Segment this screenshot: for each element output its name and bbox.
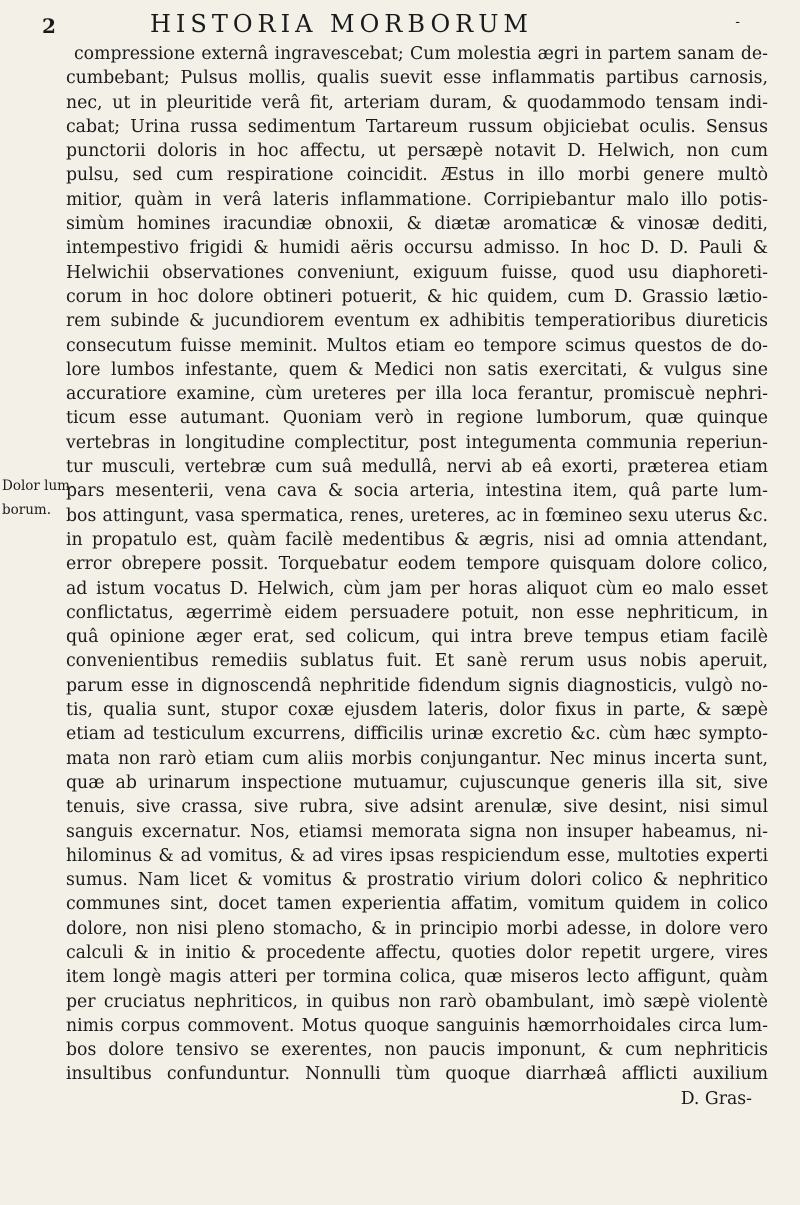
text-line: insultibus confunduntur. Nonnulli tùm quoque diarrhæâ afflicti auxilium (66, 1064, 768, 1085)
text-line: etiam ad testiculum excurrens, difficilis urinæ excretio &c. cùm hæc sympto- (66, 724, 768, 745)
text-line: cabat; Urina russa sedimentum Tartareum russum objiciebat oculis. Sensus (66, 116, 768, 137)
header-mark: - (735, 14, 740, 30)
text-line: sanguis excernatur. Nos, etiamsi memorata signa non insuper habeamus, ni- (66, 821, 768, 842)
text-line: quæ ab urinarum inspectione mutuamur, cujuscunque generis illa sit, sive (66, 772, 768, 793)
margin-note (2, 474, 75, 522)
text-line: pars mesenterii, vena cava & socia arteria, intestina item, quâ parte lum- (66, 481, 768, 502)
text-line: item longè magis atteri per tormina colica, quæ miseros lecto affigunt, quàm (66, 967, 768, 988)
text-line: rem subinde & jucundiorem eventum ex adhibitis temperatioribus diureticis (66, 311, 768, 332)
text-line: ticum esse autumant. Quoniam verò in regione lumborum, quæ quinque (66, 408, 768, 429)
text-line: hilominus & ad vomitus, & ad vires ipsas respiciendum esse, multoties experti (66, 845, 768, 866)
running-title: HISTORIA MORBORUM (150, 10, 533, 38)
text-line: ad istum vocatus D. Helwich, cùm jam per horas aliquot cùm eo malo esset (66, 578, 768, 599)
text-line: consecutum fuisse meminit. Multos etiam eo tempore scimus questos de do- (66, 335, 768, 356)
margin-note-line: Dolor lum- (2, 478, 75, 494)
margin-note-line: borum. (2, 502, 52, 518)
text-line: lore lumbos infestante, quem & Medici non satis exercitati, & vulgus sine (66, 359, 768, 380)
text-line: per cruciatus nephriticos, in quibus non rarò obambulant, imò sæpè violentè (66, 991, 768, 1012)
text-line: sumus. Nam licet & vomitus & prostratio virium dolori colico & nephritico (66, 870, 768, 891)
text-line: pulsu, sed cum respiratione coincidit. Æstus in illo morbi genere multò (66, 165, 768, 186)
text-line: intempestivo frigidi & humidi aëris occursu admisso. In hoc D. D. Pauli & (66, 238, 768, 259)
text-line: cumbebant; Pulsus mollis, qualis suevit esse inflammatis partibus carnosis, (66, 68, 768, 89)
page-header (42, 8, 740, 42)
text-line: compressione externâ ingravescebat; Cum molestia ægri in partem sanam de- (74, 44, 768, 64)
body-text (66, 42, 768, 1111)
text-line: punctorii doloris in hoc affectu, ut persæpè notavit D. Helwich, non cum (66, 141, 768, 162)
text-line: tur musculi, vertebræ cum suâ medullâ, nervi ab eâ exorti, præterea etiam (66, 457, 768, 478)
text-line: tenuis, sive crassa, sive rubra, sive adsint arenulæ, sive desint, nisi simul (66, 797, 768, 818)
page-number: 2 (42, 14, 56, 38)
text-line: quâ opinione æger erat, sed colicum, qui intra breve tempus etiam facilè (66, 627, 768, 648)
text-line: corum in hoc dolore obtineri potuerit, & hic quidem, cum D. Grassio lætio- (66, 286, 768, 307)
catchword-line: D. Gras- (680, 1088, 752, 1109)
text-line: dolore, non nisi pleno stomacho, & in principio morbi adesse, in dolore vero (66, 918, 768, 939)
text-line: tis, qualia sunt, stupor coxæ ejusdem lateris, dolor fixus in parte, & sæpè (66, 700, 768, 721)
text-line: convenientibus remediis sublatus fuit. Et sanè rerum usus nobis aperuit, (66, 651, 768, 672)
text-line: vertebras in longitudine complectitur, post integumenta communia reperiun- (66, 432, 768, 453)
text-line: calculi & in initio & procedente affectu, quoties dolor repetit urgere, vires (66, 942, 768, 963)
text-line: mata non rarò etiam cum aliis morbis conjungantur. Nec minus incerta sunt, (66, 748, 768, 769)
text-line: bos dolore tensivo se exerentes, non paucis imponunt, & cum nephriticis (66, 1040, 768, 1061)
text-line: mitior, quàm in verâ lateris inflammatione. Corripiebantur malo illo potis- (66, 189, 768, 210)
text-line: conflictatus, ægerrimè eidem persuadere potuit, non esse nephriticum, in (66, 602, 768, 623)
text-line: communes sint, docet tamen experientia affatim, vomitum quidem in colico (66, 894, 768, 915)
text-line: simùm homines iracundiæ obnoxii, & diætæ aromaticæ & vinosæ dediti, (66, 214, 768, 235)
text-line: error obrepere possit. Torquebatur eodem tempore quisquam dolore colico, (66, 554, 768, 575)
text-line: parum esse in dignoscendâ nephritide fidendum signis diagnosticis, vulgò no- (66, 675, 768, 696)
text-line: bos attingunt, vasa spermatica, renes, ureteres, ac in fœmineo sexu uterus &c. (66, 505, 768, 526)
text-line: accuratiore examine, cùm ureteres per illa loca ferantur, promiscuè nephri- (66, 384, 768, 405)
text-line: Helwichii observationes conveniunt, exiguum fuisse, quod usu diaphoreti- (66, 262, 768, 283)
text-line: nec, ut in pleuritide verâ fit, arteriam duram, & quodammodo tensam indi- (66, 92, 768, 113)
text-line: in propatulo est, quàm facilè medentibus & ægris, nisi ad omnia attendant, (66, 529, 768, 550)
text-line: nimis corpus commovent. Motus quoque sanguinis hæmorrhoidales circa lum- (66, 1015, 768, 1036)
